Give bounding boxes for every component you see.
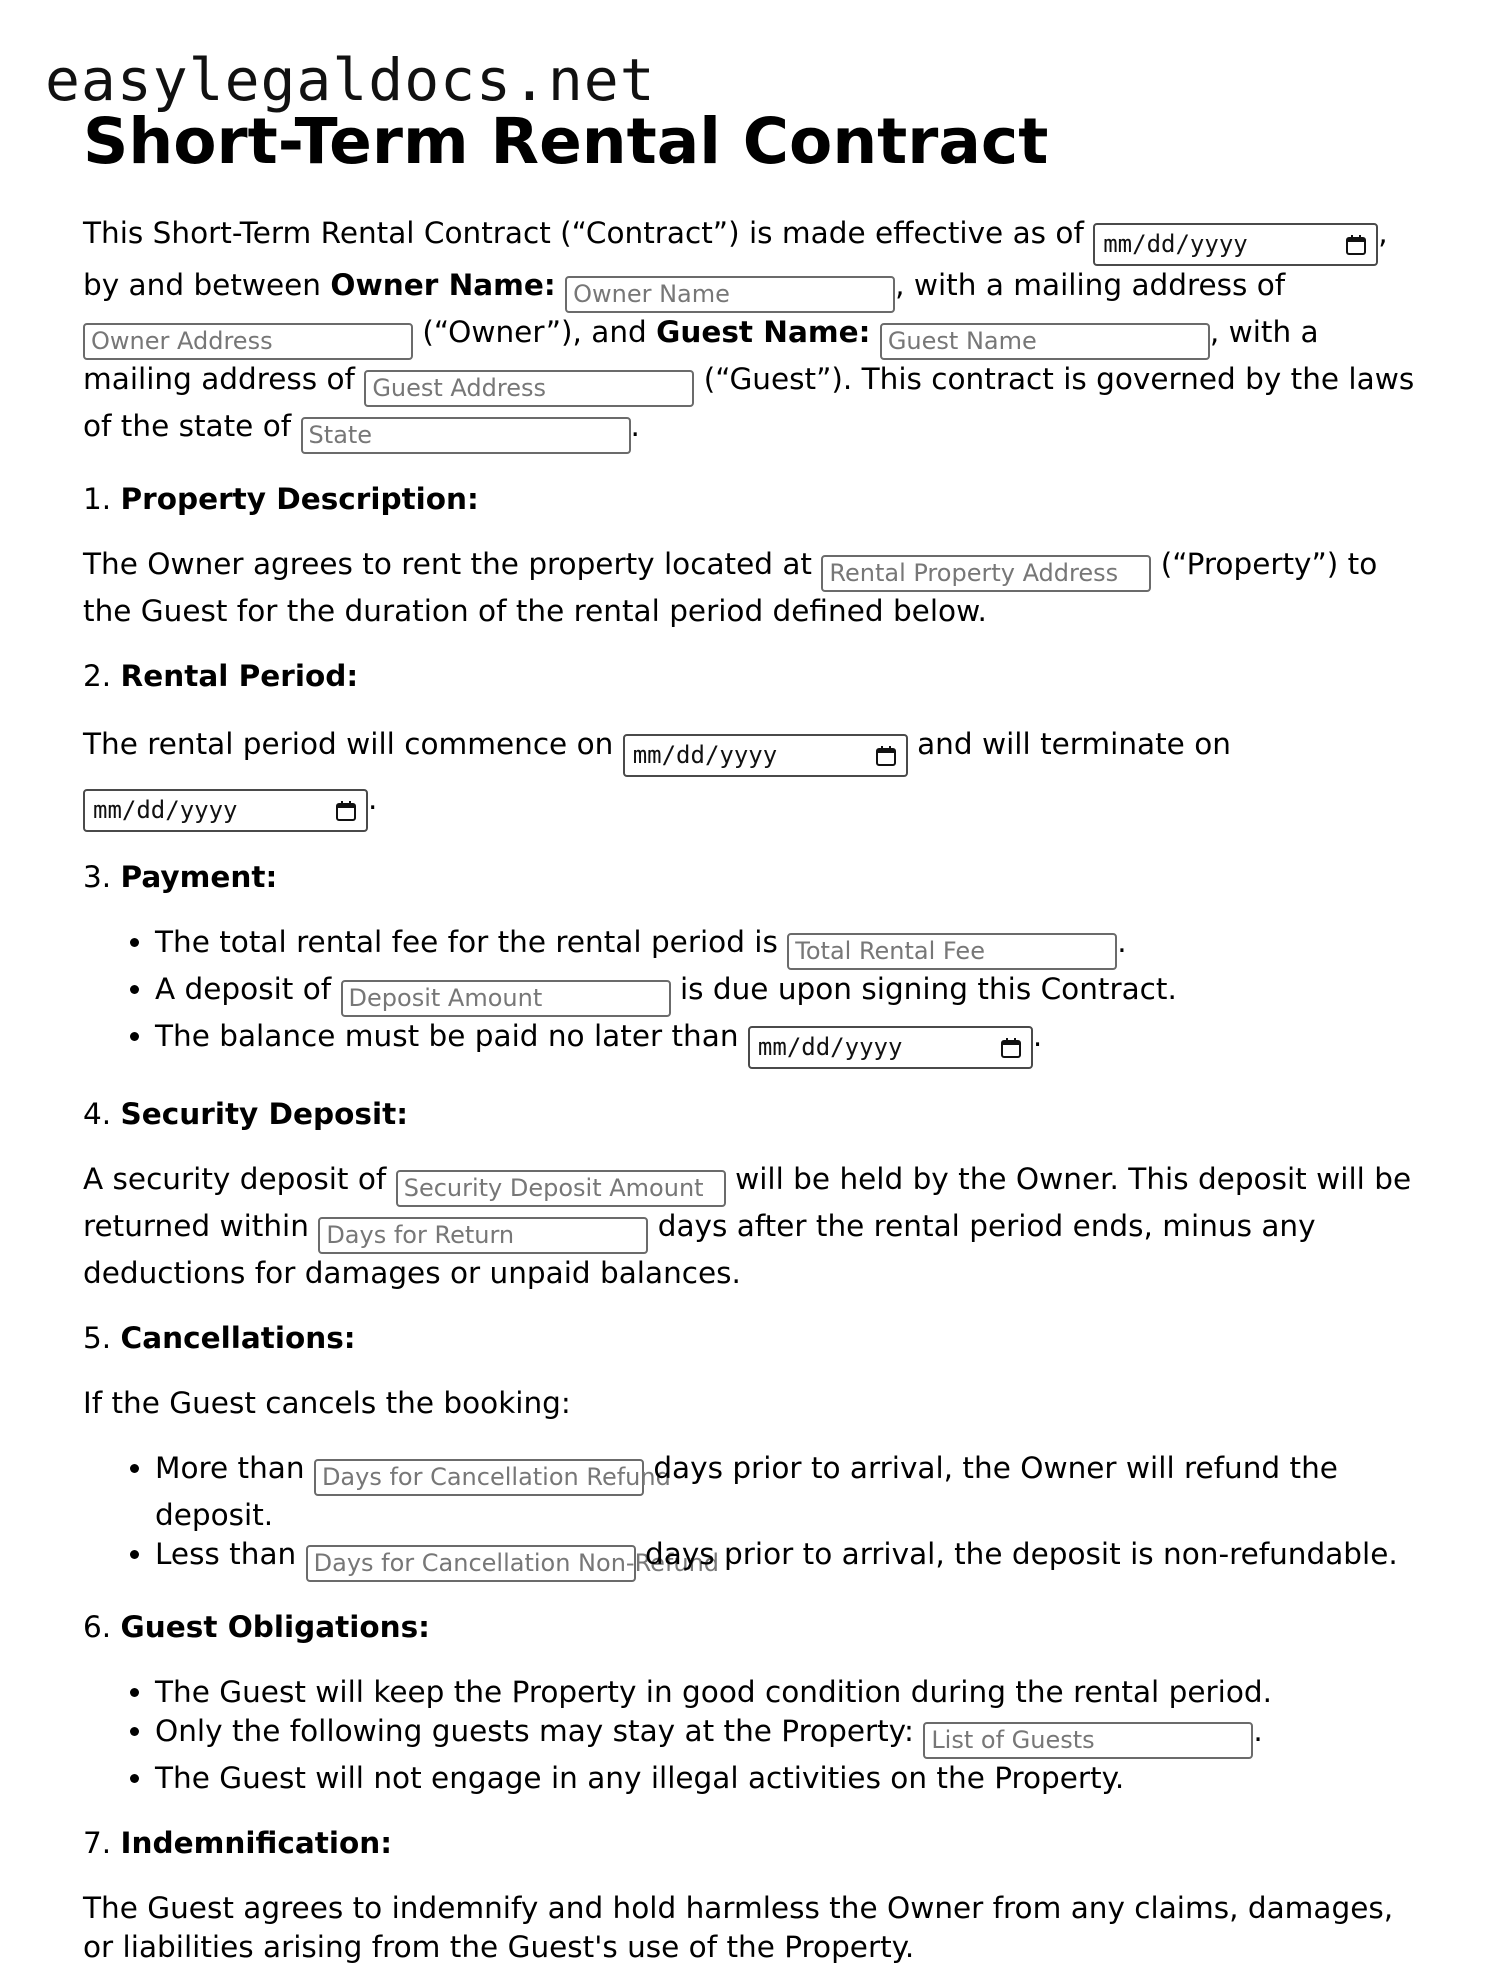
security-deposit-input[interactable]: Security Deposit Amount: [396, 1170, 726, 1207]
list-item: • The balance must be paid no later than mm/dd/yyyy .: [155, 1017, 1423, 1069]
section-title-property: 1. Property Description:: [83, 482, 479, 516]
owner-name-label: Owner Name:: [330, 268, 556, 302]
property-address-input[interactable]: Rental Property Address: [821, 555, 1151, 592]
indemnification-paragraph: The Guest agrees to indemnify and hold harmless the Owner from any claims, damages, or liabilities arising from the Guest's use of the Property.: [83, 1891, 1394, 1964]
calendar-icon[interactable]: [334, 799, 358, 823]
calendar-icon[interactable]: [1344, 233, 1368, 257]
list-item: • Less than Days for Cancellation Non-Refund days prior to arrival, the deposit is non-refundable.: [155, 1535, 1423, 1582]
section-title-security-deposit: 4. Security Deposit:: [83, 1097, 408, 1131]
calendar-icon[interactable]: [874, 744, 898, 768]
security-deposit-paragraph: A security deposit of Security Deposit Amount will be held by the Owner. This deposit will be returned within Days for Return days after the rental period ends, minus any deductions for damages or unpaid balances.: [83, 1162, 1412, 1290]
cancellation-refund-days-input[interactable]: Days for Cancellation Refund: [314, 1459, 644, 1496]
section-title-cancellations: 5. Cancellations:: [83, 1321, 356, 1355]
guest-name-label: Guest Name:: [656, 315, 871, 349]
list-item: • A deposit of Deposit Amount is due upon signing this Contract.: [155, 970, 1423, 1017]
guest-address-input[interactable]: Guest Address: [364, 370, 694, 407]
list-item: • The total rental fee for the rental period is Total Rental Fee .: [155, 923, 1423, 970]
start-date-input[interactable]: mm/dd/yyyy: [623, 734, 908, 777]
owner-address-input[interactable]: Owner Address: [83, 323, 413, 360]
end-date-input[interactable]: mm/dd/yyyy: [83, 789, 368, 832]
list-item: • More than Days for Cancellation Refund days prior to arrival, the Owner will refund the deposit.: [155, 1449, 1423, 1535]
guest-name-input[interactable]: Guest Name: [880, 323, 1210, 360]
intro-paragraph: This Short-Term Rental Contract (“Contract”) is made effective as of mm/dd/yyyy , by and between Owner Name: Owner Name , with a mailing address of Owner Address (“Owner”), and Guest Name: Guest Name , with a mailing address of Guest Address (“Guest”). This contract is governed by the laws of the state of State .: [83, 214, 1423, 454]
state-input[interactable]: State: [301, 417, 631, 454]
list-item: • Only the following guests may stay at the Property: List of Guests .: [155, 1712, 1423, 1759]
property-paragraph: The Owner agrees to rent the property located at Rental Property Address (“Property”) to the Guest for the duration of the rental period defined below.: [83, 547, 1378, 628]
rental-period-paragraph: The rental period will commence on mm/dd/yyyy and will terminate on mm/dd/yyyy .: [83, 722, 1423, 832]
cancellations-intro: If the Guest cancels the booking:: [83, 1386, 571, 1420]
deposit-amount-input[interactable]: Deposit Amount: [341, 980, 671, 1017]
effective-date-input[interactable]: mm/dd/yyyy: [1093, 223, 1378, 266]
payment-list: [83, 923, 1423, 1069]
owner-name-input[interactable]: Owner Name: [565, 276, 895, 313]
guest-list-input[interactable]: List of Guests: [923, 1722, 1253, 1759]
list-item: • The Guest will not engage in any illegal activities on the Property.: [155, 1759, 1423, 1798]
contract-body: [83, 214, 1423, 1967]
section-title-indemnification: 7. Indemnification:: [83, 1826, 393, 1860]
watermark: easylegaldocs.net: [45, 46, 656, 114]
balance-date-input[interactable]: mm/dd/yyyy: [748, 1026, 1033, 1069]
list-item: • The Guest will keep the Property in good condition during the rental period.: [155, 1673, 1423, 1712]
cancellation-nonrefund-days-input[interactable]: Days for Cancellation Non-Refund: [306, 1545, 636, 1582]
section-title-guest-obligations: 6. Guest Obligations:: [83, 1610, 430, 1644]
total-fee-input[interactable]: Total Rental Fee: [787, 933, 1117, 970]
section-title-payment: 3. Payment:: [83, 860, 278, 894]
page-title: Short-Term Rental Contract: [83, 105, 1049, 178]
days-for-return-input[interactable]: Days for Return: [318, 1217, 648, 1254]
obligations-list: [83, 1673, 1423, 1798]
cancellations-list: [83, 1449, 1423, 1582]
calendar-icon[interactable]: [999, 1036, 1023, 1060]
section-title-rental-period: 2. Rental Period:: [83, 659, 359, 693]
